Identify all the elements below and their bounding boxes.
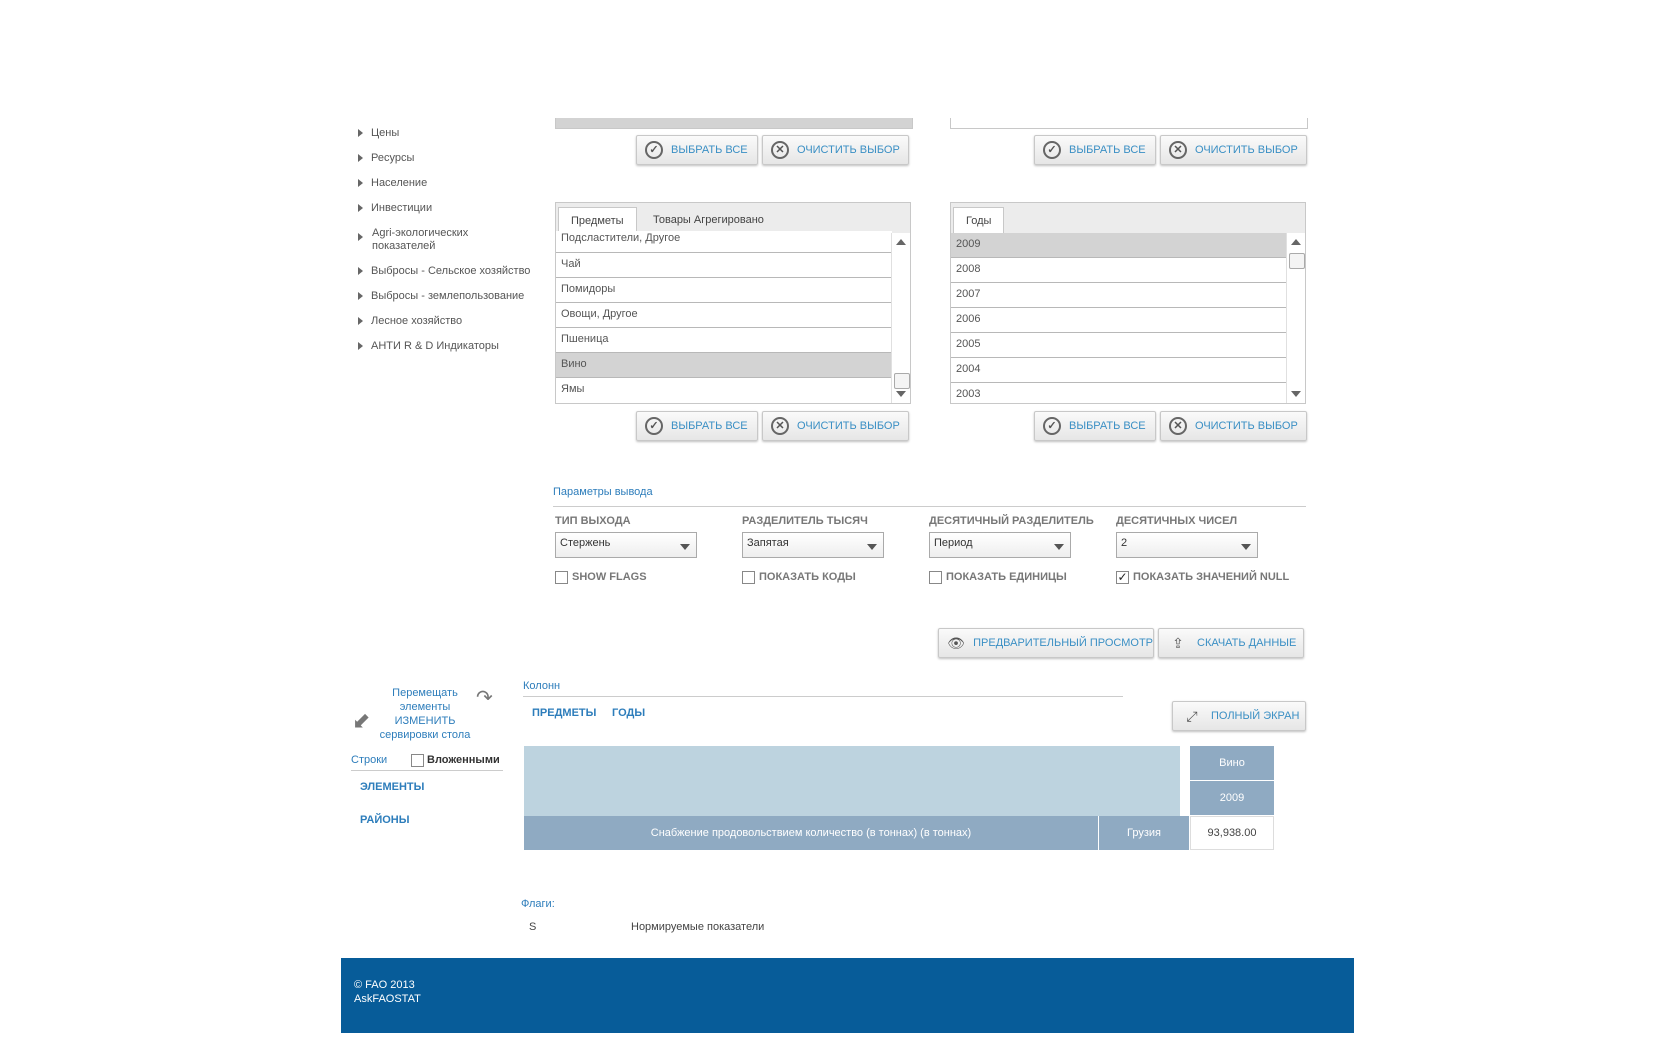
expand-triangle-icon [358,342,363,350]
output-params-heading: Параметры вывода [553,486,653,498]
preview-button[interactable]: 👁 ПРЕДВАРИТЕЛЬНЫЙ ПРОСМОТР [938,628,1154,658]
chevron-down-icon [680,544,690,550]
items-list-panel [555,202,911,404]
select-all-button[interactable]: ✓ ВЫБРАТЬ ВСЕ [1034,411,1156,441]
list-item-selected[interactable]: 2009 [951,233,1287,258]
arrow-down-left-icon: ⬋ [352,708,371,733]
tab-items-aggregated[interactable]: Товары Агрегировано [653,214,764,226]
select-all-button[interactable]: ✓ ВЫБРАТЬ ВСЕ [636,135,758,165]
column-chip-years[interactable]: ГОДЫ [612,707,646,719]
nav-item-population[interactable]: Население [358,177,513,190]
clear-selection-button[interactable]: ✕ ОЧИСТИТЬ ВЫБОР [762,411,909,441]
years-scrollbar[interactable] [1286,233,1305,403]
x-circle-icon: ✕ [1169,141,1187,159]
list-item[interactable]: Чай [556,253,892,278]
list-item[interactable]: 2004 [951,358,1287,383]
row-chip-areas[interactable]: РАЙОНЫ [360,814,410,826]
select-all-button[interactable]: ✓ ВЫБРАТЬ ВСЕ [1034,135,1156,165]
flags-heading: Флаги: [521,898,555,910]
list-item[interactable]: Пшеница [556,328,892,353]
eye-icon: 👁 [947,634,965,651]
scroll-thumb[interactable] [1289,253,1305,269]
x-circle-icon: ✕ [771,417,789,435]
years-list-panel [950,202,1306,404]
show-null-label: ПОКАЗАТЬ ЗНАЧЕНИЙ NULL [1133,571,1290,583]
show-flags-label: SHOW FLAGS [572,571,647,583]
items-tabbar [556,203,910,234]
list-item[interactable]: Подсластители, Другое [556,231,892,253]
select-all-button[interactable]: ✓ ВЫБРАТЬ ВСЕ [636,411,758,441]
list-item[interactable]: Ямы [556,378,892,403]
arrow-curve-right-icon: ↷ [476,687,493,709]
nav-item-asti[interactable]: АНТИ R & D Индикаторы [358,340,513,353]
export-icon: ⇪ [1172,634,1184,651]
expand-triangle-icon [358,129,363,137]
show-codes-checkbox[interactable] [742,571,755,584]
output-type-label: ТИП ВЫХОДА [555,515,631,527]
thousand-separator-label: РАЗДЕЛИТЕЛЬ ТЫСЯЧ [742,515,868,527]
list-item[interactable]: Помидоры [556,278,892,303]
nav-item-agri-env[interactable]: Agri-экологических показателей [358,227,478,253]
show-units-checkbox[interactable] [929,571,942,584]
scroll-down-icon[interactable] [1291,391,1301,397]
scroll-thumb[interactable] [894,373,910,389]
scroll-up-icon[interactable] [1291,239,1301,245]
list-item[interactable]: 2007 [951,283,1287,308]
tab-years[interactable]: Годы [953,207,1004,234]
check-circle-icon: ✓ [1043,141,1061,159]
nav-item-forestry[interactable]: Лесное хозяйство [358,315,513,328]
footer-copyright: © FAO 2013 [354,979,415,991]
thousand-separator-select[interactable]: Запятая [742,532,884,558]
download-button[interactable]: ⇪ СКАЧАТЬ ДАННЫЕ [1158,628,1304,658]
table-row-header-area: Грузия [1099,816,1189,850]
nav-item-prices[interactable]: Цены [358,127,513,140]
x-circle-icon: ✕ [771,141,789,159]
list-item[interactable]: Овощи, Другое [556,303,892,328]
table-value-cell: 93,938.00 [1190,816,1274,850]
divider [553,506,1306,507]
list-item[interactable]: 2005 [951,333,1287,358]
nested-checkbox[interactable] [411,754,424,767]
expand-triangle-icon [358,267,363,275]
tab-items[interactable]: Предметы [558,207,637,234]
list-item-selected[interactable]: Вино [556,353,892,378]
move-hint-text: Перемещать элементы ИЗМЕНИТЬ сервировки стола [379,687,471,741]
divider [351,770,503,771]
divider [523,696,1123,697]
table-col-header-year: 2009 [1190,781,1274,815]
x-circle-icon: ✕ [1169,417,1187,435]
expand-triangle-icon [358,317,363,325]
clear-selection-button[interactable]: ✕ ОЧИСТИТЬ ВЫБОР [762,135,909,165]
check-circle-icon: ✓ [645,417,663,435]
column-chip-items[interactable]: ПРЕДМЕТЫ [532,707,597,719]
checkmark-icon: ✓ [1117,570,1128,584]
show-codes-label: ПОКАЗАТЬ КОДЫ [759,571,856,583]
nav-item-emissions-agri[interactable]: Выбросы - Сельское хозяйство [358,265,513,278]
expand-triangle-icon [358,292,363,300]
chevron-down-icon [1054,544,1064,550]
nav-item-investment[interactable]: Инвестиции [358,202,513,215]
expand-triangle-icon [358,179,363,187]
show-flags-checkbox[interactable] [555,571,568,584]
scroll-up-icon[interactable] [896,239,906,245]
nested-label: Вложенными [427,754,500,766]
table-row-header-element: Снабжение продовольствием количество (в тоннах) (в тоннах) [524,816,1098,850]
footer [341,958,1354,1033]
decimal-separator-label: ДЕСЯТИЧНЫЙ РАЗДЕЛИТЕЛЬ [929,515,1094,527]
partial-list-panel-left [555,118,913,129]
list-item[interactable]: 2008 [951,258,1287,283]
show-units-label: ПОКАЗАТЬ ЕДИНИЦЫ [946,571,1067,583]
show-null-checkbox[interactable] [1116,571,1129,584]
columns-label: Колонн [523,680,561,692]
row-chip-elements[interactable]: ЭЛЕМЕНТЫ [360,781,425,793]
fullscreen-button[interactable]: ⤢ ПОЛНЫЙ ЭКРАН [1172,701,1306,731]
expand-triangle-icon [358,233,363,241]
decimals-select[interactable]: 2 [1116,532,1258,558]
list-item[interactable]: 2006 [951,308,1287,333]
flag-code: S [529,921,537,933]
clear-selection-button[interactable]: ✕ ОЧИСТИТЬ ВЫБОР [1160,135,1307,165]
list-item[interactable]: 2003 [951,383,1287,403]
output-type-select[interactable]: Стержень [555,532,697,558]
years-tabbar [951,203,1305,234]
rows-label: Строки [351,754,388,766]
chevron-down-icon [867,544,877,550]
chevron-down-icon [1241,544,1251,550]
footer-askfaostat-link[interactable]: AskFAOSTAT [354,993,421,1005]
partial-list-panel-right [950,118,1308,129]
check-circle-icon: ✓ [1043,417,1061,435]
expand-triangle-icon [358,154,363,162]
expand-triangle-icon [358,204,363,212]
clear-selection-button[interactable]: ✕ ОЧИСТИТЬ ВЫБОР [1160,411,1307,441]
check-circle-icon: ✓ [645,141,663,159]
decimal-separator-select[interactable]: Период [929,532,1071,558]
table-corner-empty [524,746,1180,816]
expand-icon: ⤢ [1186,707,1198,724]
flag-description: Нормируемые показатели [631,921,765,933]
nav-item-emissions-landuse[interactable]: Выбросы - землепользование [358,290,513,303]
nav-item-resources[interactable]: Ресурсы [358,152,513,165]
table-col-header-item: Вино [1190,746,1274,780]
scroll-down-icon[interactable] [896,391,906,397]
items-scrollbar[interactable] [891,233,910,403]
decimals-label: ДЕСЯТИЧНЫХ ЧИСЕЛ [1116,515,1238,527]
